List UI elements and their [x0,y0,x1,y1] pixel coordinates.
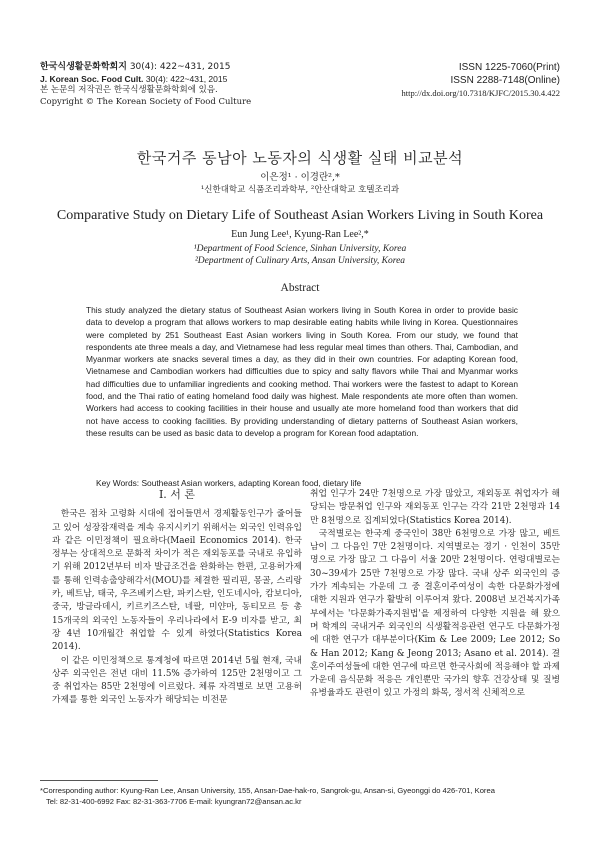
section-heading: I. 서 론 [158,488,196,501]
journal-en-line [40,74,251,86]
journal-ko-line [40,62,251,74]
footnote-rule [40,780,158,781]
authors-english: Eun Jung Lee¹, Kyung-Ran Lee²,* [231,229,369,240]
body-column-left [52,488,302,708]
issn-print: ISSN 1225-7060(Print) [458,62,560,73]
journal-ko: 한국식생활문화학회지 [40,62,127,72]
copyright-en: Copyright © The Korean Society of Food Culture [40,96,252,107]
corresponding-author: *Corresponding author: Kyung-Ran Lee, Ansan University, 155, Ansan-Dae-hak-ro, Sangrok-gu, Ansan-si, Gyeonggi do 426-701, Korea [40,786,495,795]
paragraph: 이 같은 이민정책으로 통계청에 따르면 2014년 5월 현재, 국내 상주 외국인은 전년 대비 11.5% 증가하여 125만 2천명이고 그 중 취업자는 85만 2천명에 이르렀다. 체류 자격별로 보면 고용허가제를 통한 외국인 노동자가 해당되는 비전문 [52,655,302,706]
title-english: Comparative Study on Dietary Life of Southeast Asian Workers Living in South Korea [56,208,544,223]
title-korean: 한국거주 동남아 노동자의 식생활 실태 비교분석 [136,149,464,167]
affiliation-1: ¹Department of Food Science, Sinhan University, Korea [193,244,407,254]
affiliations-korean: ¹신한대학교 식품조리과학부, ²안산대학교 호텔조리과 [200,185,400,195]
copyright-ko: 본 논문의 저작권은 한국식생활문화학회에 있음. [40,85,218,95]
doi-link[interactable]: http://dx.doi.org/10.7318/KJFC/2015.30.4.422 [401,88,560,98]
contact-info: Tel: 82-31-400-6992 Fax: 82-31-363-7706 E-mail: kyungran72@ansan.ac.kr [46,796,302,806]
journal-ko-cite: 30(4): 422~431, 2015 [129,62,231,72]
keywords: Key Words: Southeast Asian workers, adapting Korean food, dietary life [96,478,362,488]
issn-online: ISSN 2288-7148(Online) [450,74,560,86]
affiliations-english [0,243,600,267]
abstract-text: This study analyzed the dietary status of Southeast Asian workers living in South Korea in order to provide basic data to develop a program that allows workers to map desirable eating habits while living in Korea. Questionnaires were completed by 251 Southeast East Asian workers living in South Korea. From our study, we found that respondents ate three meals a day, and Vietnamese had less regular meal times than others. Thai, Cambodian, and Myanmar workers ate snacks several times a day, as they did in their own countries. For adapting Korean food, Vietnamese and Cambodian workers had difficulties due to spicy and salty flavors while Thai and Myanmar works had difficulties due to unfamiliar ingredients and cooking method. Thai workers were the fastest to adapt to Korean food, and the Thai ratio of eating homeland food daily was highest. Male respondents ate more often than women. Workers had access to cooking facilities in their house and usually ate more homeland food than workers that did not have access to cooking facilities. By providing understanding of dietary patterns of Southeast Asian workers, these results can be used as basic data to develop a program for Korean food adaptation. [86,305,518,438]
paragraph: 국적별로는 한국계 중국인이 38만 6천명으로 가장 많고, 베트남이 그 다음인 7만 2천명이다. 지역별로는 경기 · 인천이 35만 명으로 가장 많고 그 다음이 서울 20만 2천명이다. 연령대별로는 30~39세가 25만 7천명으로 가장 많다. 국내 상주 외국인의 증가가 계속되는 가운데 그 중 결혼이주여성이 속한 다문화가정에 대한 지원과 연구가 활발히 이루어져 왔다. 2008년 보건복지가족부에서는 '다문화가족지원법'을 제정하여 다양한 지원을 해 왔으며 학계의 국내거주 외국인의 식생활적응관련 연구도 다문화가정에 대한 연구가 대부분이다(Kim & Lee 2009; Lee 2012; So & Han 2012; Kang & Jeong 2013; Asano et al. 2014). 결혼이주여성들에 대한 연구에 따르면 한국사회에 적응해야 할 과제 가운데 음식문화 적응은 개인뿐만 국가의 향후 건강상태 및 질병유병율과도 관련이 있고 가정의 화목, 정서적 신체적으로 [310,528,560,699]
paragraph: 취업 인구가 24만 7천명으로 가장 많았고, 재외동포 취업자가 해당되는 방문취업 인구와 재외동포 인구는 각각 21만 2천명과 14만 8천명으로 집계되었다(Statistics Korea 2014). [310,489,560,526]
paragraph: 한국은 점차 고령화 시대에 접어들면서 경제활동인구가 줄어들고 있어 성장잠재력을 계속 유지시키기 위해서는 외국인 인력유입과 같은 이민정책이 필요하다(Maeil Economics 2014). 한국 정부는 상대적으로 문화적 차이가 적은 재외동포를 국내로 유입하기 위해 2012년부터 비자 발급조건을 완화하는 한편, 고용허가제를 통해 인력송출양해각서(MOU)를 체결한 필리핀, 몽골, 스리랑카, 베트남, 태국, 우즈베키스탄, 파키스탄, 인도네시아, 캄보디아, 중국, 방글라데시, 키르키즈스탄, 네팔, 미얀마, 동티모르 등 총 15개국의 외국인 노동자들이 우리나라에서 E-9 비자를 받고, 최장 4년 10개월간 취업할 수 있게 하였다(Statistics Korea 2014). [52,509,302,653]
affiliation-2: ²Department of Culinary Arts, Ansan University, Korea [194,256,406,266]
journal-en: J. Korean Soc. Food Cult. [40,73,144,84]
journal-info [40,62,251,108]
abstract-heading: Abstract [280,282,320,294]
issn-info [401,62,560,100]
footnote [40,786,495,807]
body-column-right [310,488,560,701]
authors-korean: 이은정¹ · 이경란²,* [260,172,340,183]
journal-en-cite: 30(4): 422~431, 2015 [145,73,228,84]
